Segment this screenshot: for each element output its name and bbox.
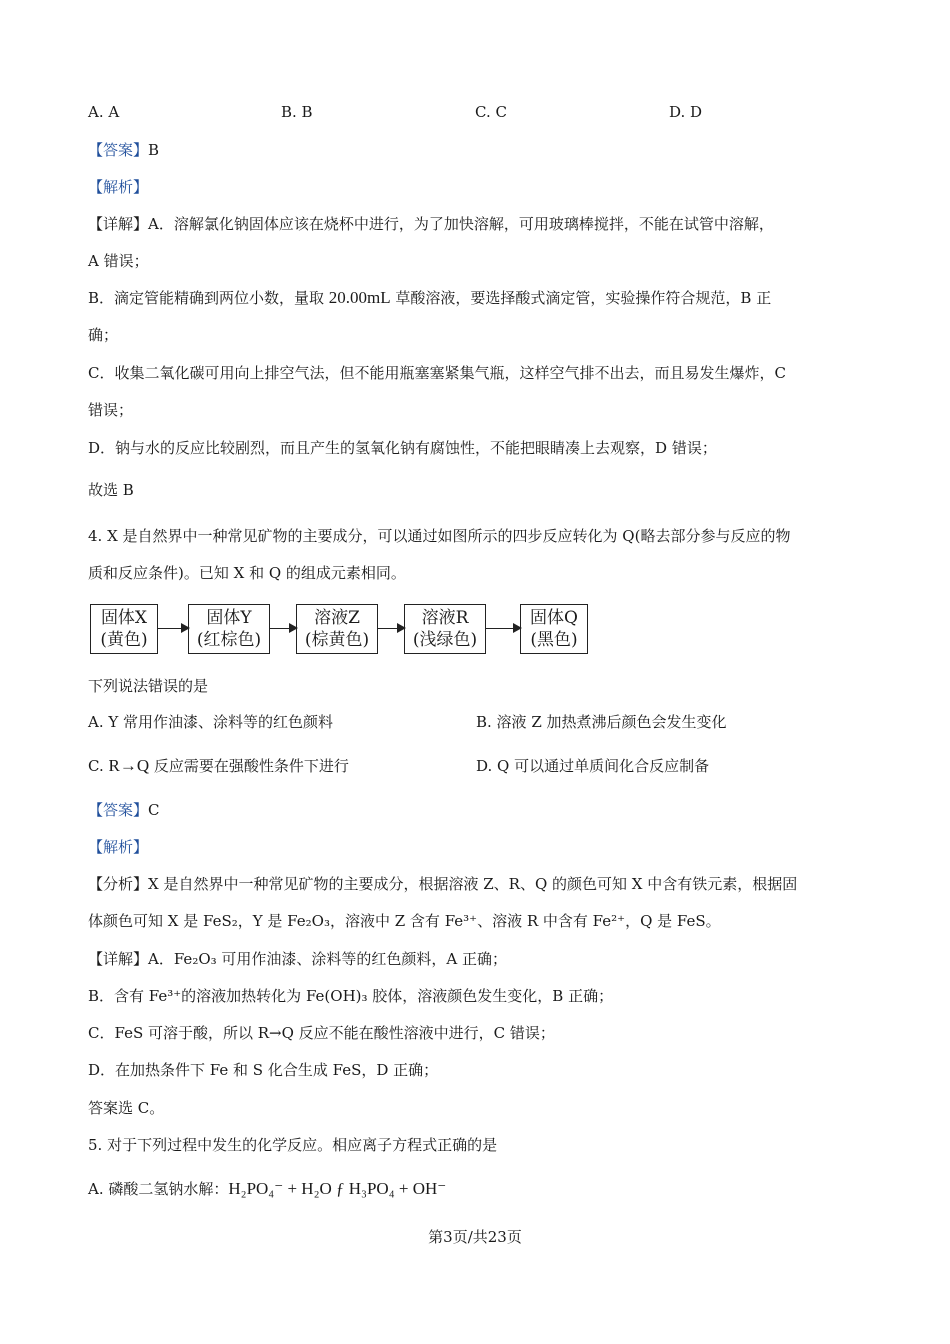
q4-analysis-tag: 【解析】 bbox=[88, 838, 149, 856]
reaction-chain-diagram bbox=[90, 604, 590, 658]
q4-option-b: B. 溶液 Z 加热煮沸后颜色会发生变化 bbox=[476, 713, 727, 731]
q5-stem: 5. 对于下列过程中发生的化学反应。相应离子方程式正确的是 bbox=[88, 1136, 498, 1154]
q4-detail-a bbox=[88, 949, 507, 969]
q3-detail-a2: A 错误； bbox=[88, 252, 149, 270]
box-label: 溶液Z bbox=[314, 608, 360, 628]
q4-stem-line1: 4. X 是自然界中一种常见矿物的主要成分，可以通过如图所示的四步反应转化为 Q(略去部分参与反应的物 bbox=[88, 527, 791, 545]
answer-tag: 【答案】 bbox=[88, 801, 149, 819]
ionic-equation: H₂PO₄⁻ + H₂O ƒ H₃PO₄ + OH⁻ bbox=[228, 1179, 447, 1198]
detail-text: B．滴定管能精确到两位小数，量取 bbox=[88, 289, 329, 307]
detail-tag: 【详解】 bbox=[88, 950, 149, 968]
q3-detail-c1: C．收集二氧化碳可用向上排空气法，但不能用瓶塞塞紧集气瓶，这样空气排不出去，而且易发生爆炸，C bbox=[88, 364, 786, 382]
box-color: (红棕色) bbox=[196, 630, 262, 650]
box-label: 溶液R bbox=[421, 608, 469, 628]
q3-conclusion: 故选 B bbox=[88, 481, 134, 499]
answer-tag: 【答案】 bbox=[88, 141, 149, 159]
q4-analysis-line1 bbox=[88, 874, 797, 894]
box-label: 固体Q bbox=[530, 608, 578, 628]
box-label: 固体Y bbox=[206, 608, 252, 628]
page-footer: 第3页/共23页 bbox=[428, 1228, 522, 1246]
q4-conclusion: 答案选 C。 bbox=[88, 1099, 165, 1117]
q4-question: 下列说法错误的是 bbox=[88, 677, 209, 695]
analysis-text: X 是自然界中一种常见矿物的主要成分，根据溶液 Z、R、Q 的颜色可知 X 中含有铁元素，根据固 bbox=[148, 875, 798, 893]
q3-detail-b1 bbox=[88, 288, 771, 308]
box-label: 固体X bbox=[100, 608, 148, 628]
detail-tag: 【详解】 bbox=[88, 215, 149, 233]
q4-option-d: D. Q 可以通过单质间化合反应制备 bbox=[476, 757, 710, 775]
option-text: A. 磷酸二氢钠水解： bbox=[88, 1180, 229, 1198]
q4-answer bbox=[88, 800, 160, 820]
q4-detail-c: C．FeS 可溶于酸，所以 R→Q 反应不能在酸性溶液中进行，C 错误； bbox=[88, 1024, 555, 1042]
q4-detail-b: B．含有 Fe³⁺的溶液加热转化为 Fe(OH)₃ 胶体，溶液颜色发生变化，B 正确； bbox=[88, 987, 614, 1005]
q4-analysis-line2: 体颜色可知 X 是 FeS₂，Y 是 Fe₂O₃，溶液中 Z 含有 Fe³⁺、溶液 R 中含有 Fe²⁺，Q 是 FeS。 bbox=[88, 912, 721, 930]
arrow-icon bbox=[270, 628, 296, 629]
chain-box-x bbox=[90, 604, 158, 654]
box-color: (黑色) bbox=[530, 630, 578, 650]
q3-detail-b2: 确； bbox=[88, 326, 119, 344]
box-color: (棕黄色) bbox=[304, 630, 370, 650]
q4-option-a: A. Y 常用作油漆、涂料等的红色颜料 bbox=[88, 713, 334, 731]
q3-detail-d1: D．钠与水的反应比较剧烈，而且产生的氢氧化钠有腐蚀性，不能把眼睛凑上去观察，D 错误； bbox=[88, 439, 717, 457]
q3-analysis-tag: 【解析】 bbox=[88, 178, 149, 196]
arrow-icon bbox=[378, 628, 404, 629]
q3-option-c: C. C bbox=[475, 103, 507, 121]
detail-text: A．溶解氯化钠固体应该在烧杯中进行，为了加快溶解，可用玻璃棒搅拌，不能在试管中溶解， bbox=[148, 215, 774, 233]
arrow-icon bbox=[158, 628, 188, 629]
box-color: (浅绿色) bbox=[412, 630, 478, 650]
chain-box-y bbox=[188, 604, 270, 654]
reaction-equation: R→Q bbox=[108, 756, 150, 775]
q3-option-d: D. D bbox=[669, 103, 703, 121]
q3-option-a: A. A bbox=[88, 103, 120, 121]
q3-answer bbox=[88, 140, 159, 160]
arrow-icon bbox=[486, 628, 520, 629]
volume-value: 20.00mL bbox=[328, 288, 391, 307]
detail-text: A．Fe₂O₃ 可用作油漆、涂料等的红色颜料，A 正确； bbox=[148, 950, 508, 968]
detail-text: 草酸溶液，要选择酸式滴定管，实验操作符合规范，B 正 bbox=[390, 289, 772, 307]
q3-detail-a1 bbox=[88, 214, 774, 234]
q4-detail-d: D．在加热条件下 Fe 和 S 化合生成 FeS，D 正确； bbox=[88, 1061, 439, 1079]
answer-value: C bbox=[148, 801, 160, 819]
option-text: 反应需要在强酸性条件下进行 bbox=[149, 757, 349, 775]
q3-detail-c2: 错误； bbox=[88, 401, 134, 419]
box-color: (黄色) bbox=[100, 630, 148, 650]
q3-option-b: B. B bbox=[281, 103, 313, 121]
chain-box-z bbox=[296, 604, 378, 654]
chain-box-q bbox=[520, 604, 588, 654]
q4-stem-line2: 质和反应条件)。已知 X 和 Q 的组成元素相同。 bbox=[88, 564, 406, 582]
q5-option-a bbox=[88, 1179, 446, 1199]
analysis-head: 【分析】 bbox=[88, 875, 149, 893]
chain-box-r bbox=[404, 604, 486, 654]
q4-option-c bbox=[88, 756, 349, 776]
answer-value: B bbox=[148, 141, 160, 159]
option-letter: C. bbox=[88, 757, 109, 775]
